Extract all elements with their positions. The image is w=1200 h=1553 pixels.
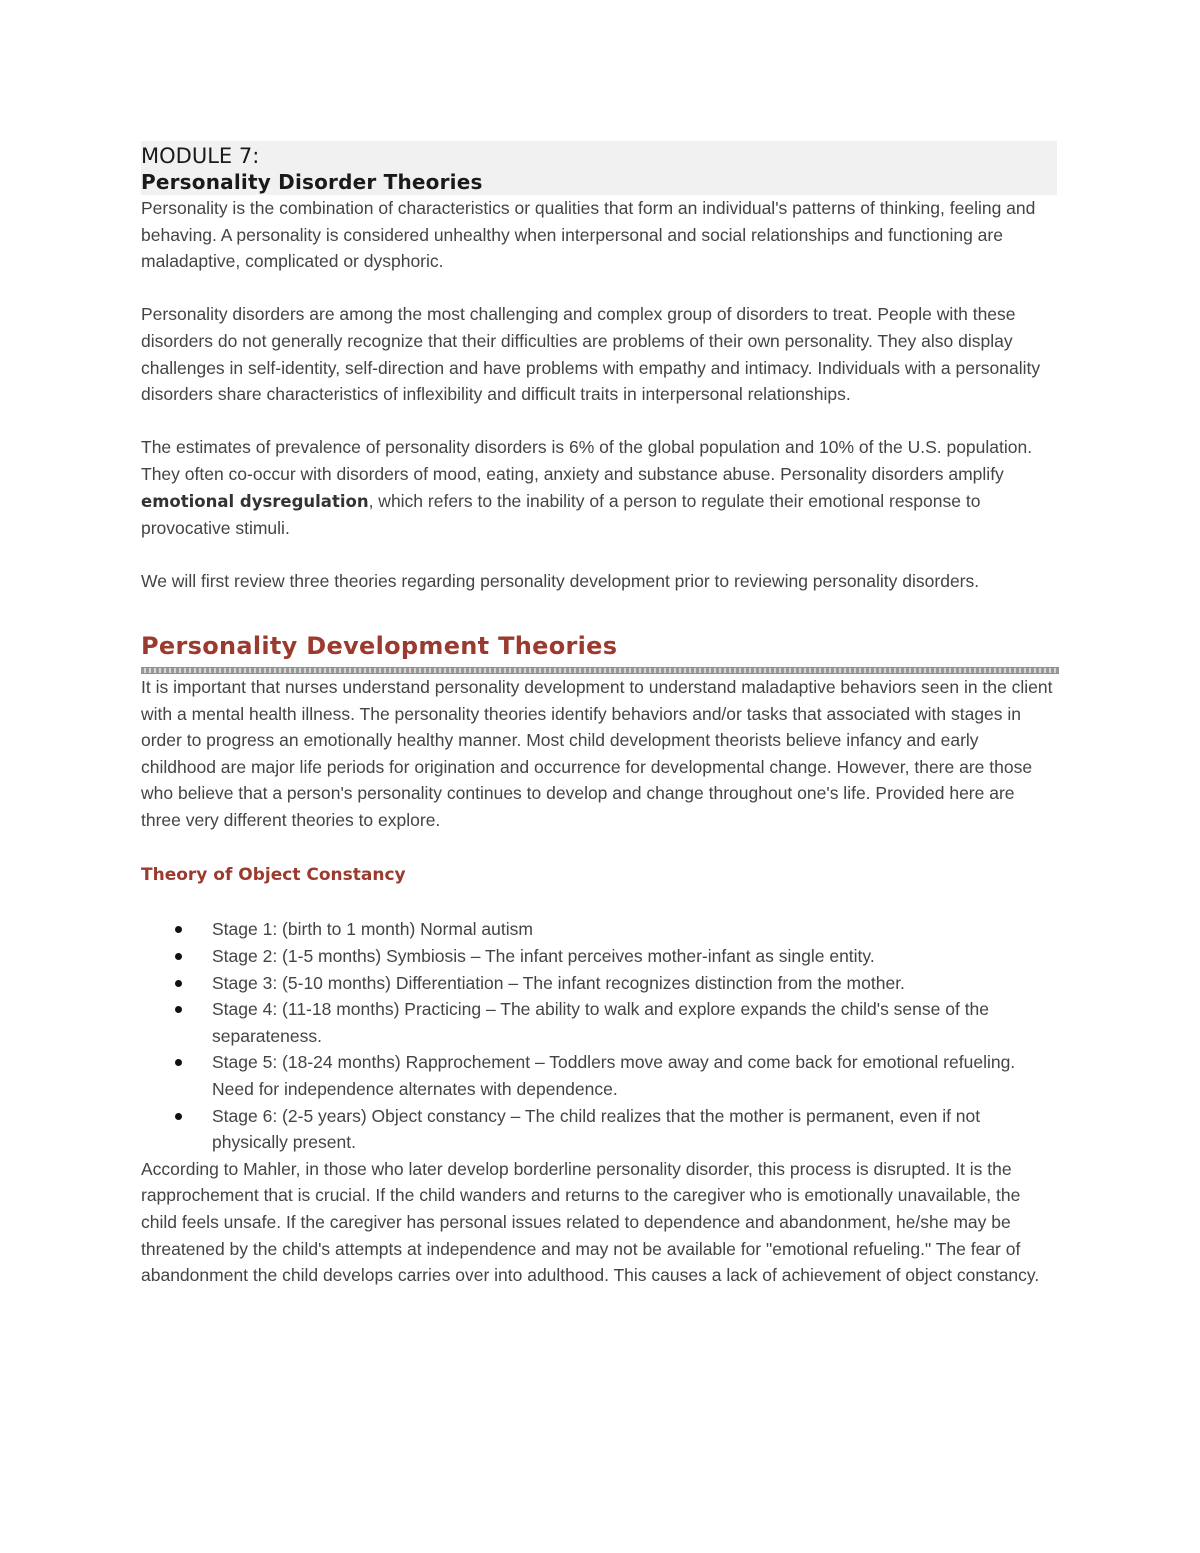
section-heading: Personality Development Theories <box>141 631 618 660</box>
list-item <box>212 943 1057 970</box>
stage-text: Stage 3: (5-10 months) Differentiation – The infant recognizes distinction from the mother. <box>212 972 905 993</box>
list-item <box>212 970 1057 997</box>
bullet-icon <box>175 1113 182 1120</box>
list-item <box>212 1103 1057 1156</box>
mahler-paragraph: According to Mahler, in those who later develop borderline personality disorder, this process is disrupted. It is the rapprochement that is crucial. If the child wanders and returns to the caregiver who is emotionally unavailable, the child feels unsafe. If the caregiver has personal issues related to dependence and abandonment, he/she may be threatened by the child's attempts at independence and may not be available for "emotional refueling." The fear of abandonment the child develops carries over into adulthood. This causes a lack of achievement of object constancy. <box>141 1158 1040 1286</box>
bullet-icon <box>175 953 182 960</box>
emotional-dysregulation-term: emotional dysregulation <box>141 491 369 511</box>
prevalence-text: The estimates of prevalence of personality disorders is 6% of the global population and 10% of the U.S. population. They often co-occur with disorders of mood, eating, anxiety and substance abuse. Personality disorders amplify <box>141 437 1033 484</box>
bullet-icon <box>175 980 182 987</box>
intro-paragraph-3 <box>141 434 1057 541</box>
section-divider <box>141 667 1059 674</box>
page-title: Personality Disorder Theories <box>141 170 483 194</box>
module-title-block <box>141 141 1057 195</box>
stage-text: Stage 4: (11-18 months) Practicing – The ability to walk and explore expands the child's sense of the separateness. <box>212 999 990 1046</box>
intro-paragraph-1: Personality is the combination of characteristics or qualities that form an individual's patterns of thinking, feeling and behaving. A personality is considered unhealthy when interpersonal and social relationships and functioning are maladaptive, complicated or dysphoric. <box>141 198 1036 272</box>
stage-text: Stage 2: (1-5 months) Symbiosis – The infant perceives mother-infant as single entity. <box>212 946 875 967</box>
list-item <box>212 1049 1057 1102</box>
stage-list <box>141 916 1057 1155</box>
stage-text: Stage 1: (birth to 1 month) Normal autism <box>212 919 533 940</box>
bullet-icon <box>175 1006 182 1013</box>
list-item <box>212 916 1057 943</box>
section-paragraph: It is important that nurses understand personality development to understand maladaptive behaviors seen in the client with a mental health illness. The personality theories identify behaviors and/or tasks that associated with stages in order to progress an emotionally healthy manner. Most child development theorists believe infancy and early childhood are major life periods for origination and occurrence for developmental change. However, there are those who believe that a person's personality continues to develop and change throughout one's life. Provided here are three very different theories to explore. <box>141 676 1053 830</box>
intro-paragraph-2: Personality disorders are among the most challenging and complex group of disorders to treat. People with these disorders do not generally recognize that their difficulties are problems of their own personality. They also display challenges in self-identity, self-direction and have problems with empathy and intimacy. Individuals with a personality disorders share characteristics of inflexibility and difficult traits in interpersonal relationships. <box>141 304 1041 405</box>
module-label: MODULE 7: <box>141 144 260 168</box>
intro-paragraph-4: We will first review three theories regarding personality development prior to reviewing personality disorders. <box>141 571 980 592</box>
subsection-heading: Theory of Object Constancy <box>141 865 406 886</box>
stage-text: Stage 5: (18-24 months) Rapprochement – Toddlers move away and come back for emotional refueling. Need for independence alternates with dependence. <box>212 1052 1016 1100</box>
bullet-icon <box>175 1059 182 1066</box>
document-page <box>141 141 1057 1289</box>
bullet-icon <box>175 926 182 933</box>
stage-text: Stage 6: (2-5 years) Object constancy – The child realizes that the mother is permanent, even if not physically present. <box>212 1105 981 1153</box>
list-item <box>212 996 1057 1049</box>
dysregulation-definition: , which refers to the inability of a person to regulate their emotional response to provocative stimuli. <box>141 490 981 539</box>
